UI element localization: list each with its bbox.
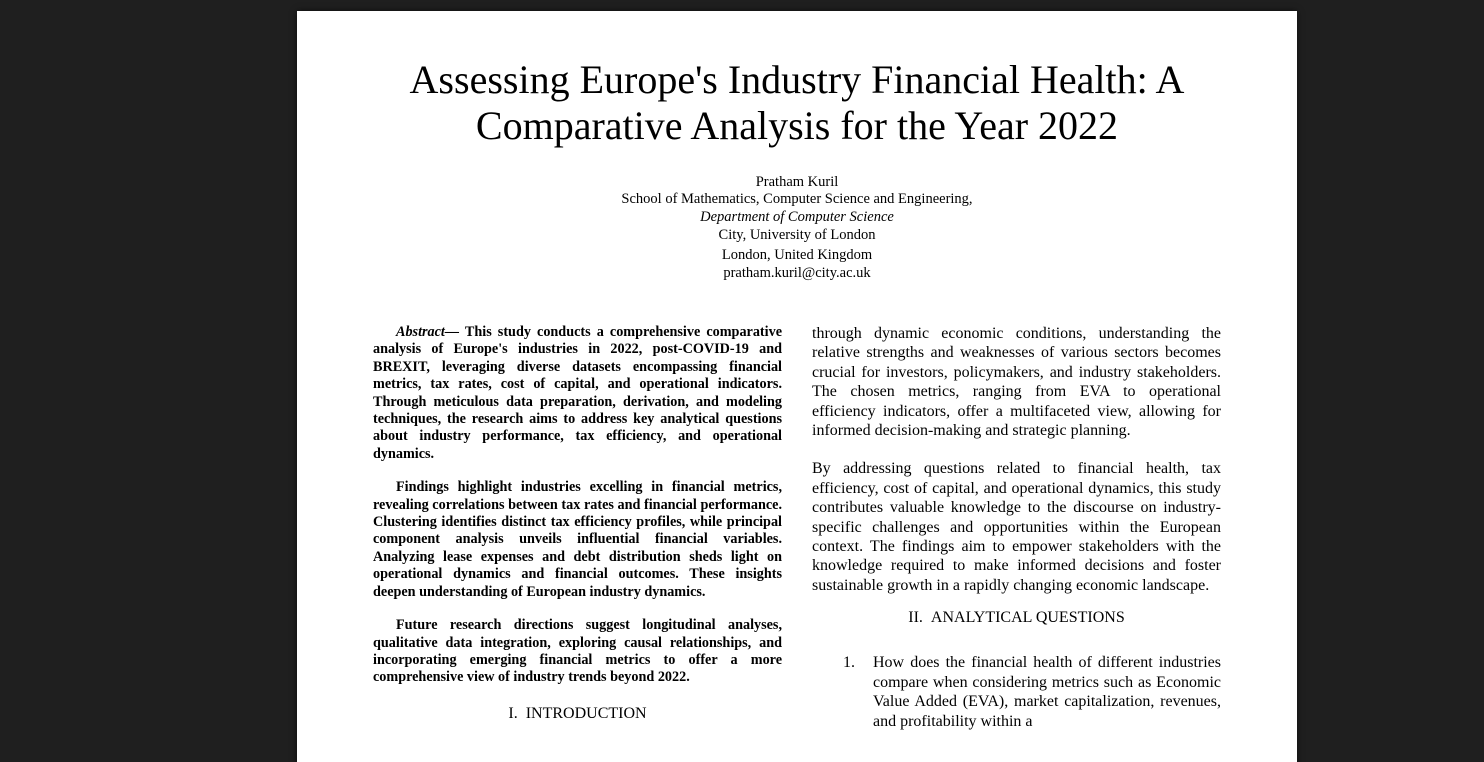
section-number: II. (908, 609, 923, 627)
section-heading-introduction (373, 704, 782, 724)
question-number: 1. (843, 654, 855, 672)
question-text: How does the financial health of different industries compare when considering metrics such as Economic Value Added (EVA), market capitalization, revenues, and profitability within a (873, 654, 1221, 731)
author-name: Pratham Kuril (755, 174, 839, 190)
abstract-label: Abstract— (396, 324, 460, 340)
abstract-paragraph-1 (373, 324, 782, 463)
paper-title (297, 57, 1297, 149)
author-university: City, University of London (718, 227, 876, 243)
left-column (373, 324, 782, 724)
intro-paragraph-1: through dynamic economic conditions, understanding the relative strengths and weaknesses of various sectors becomes crucial for investors, policymakers, and industry stakeholders. The chosen metrics, ranging from EVA to operational efficiency indicators, offer a multifaceted view, allowing for informed decision-making and strategic planning. (812, 325, 1221, 440)
section-heading-analytical-questions (812, 608, 1221, 628)
author-location: London, United Kingdom (721, 247, 873, 263)
document-page (297, 11, 1297, 762)
author-school: School of Mathematics, Computer Science and Engineering, (621, 191, 973, 207)
analytical-questions-list (812, 653, 1221, 731)
intro-paragraph-2: By addressing questions related to financial health, tax efficiency, cost of capital, and operational dynamics, this study contributes valuable knowledge to the discourse on industry-specific challenges and opportunities within the European context. The findings aim to empower stakeholders with the knowledge required to make informed decisions and foster sustainable growth in a rapidly changing economic landscape. (812, 460, 1221, 594)
author-block (297, 173, 1297, 282)
abstract-paragraph-3: Future research directions suggest longitudinal analyses, qualitative data integration, exploring causal relationships, and incorporating emerging financial metrics to offer a more comprehensive view of industry trends beyond 2022. (373, 617, 782, 686)
right-column (812, 324, 1221, 732)
abstract-text-1: This study conducts a comprehensive comparative analysis of Europe's industries in 2022, post-COVID-19 and BREXIT, leveraging diverse datasets encompassing financial metrics, tax rates, cost of capital, and operational indicators. Through meticulous data preparation, derivation, and modeling techniques, the research aims to address key analytical questions about industry performance, tax efficiency, and operational dynamics. (373, 324, 782, 462)
author-department: Department of Computer Science (700, 209, 894, 225)
section-title: ANALYTICAL QUESTIONS (930, 609, 1125, 627)
paper-title-line-1: Assessing Europe's Industry Financial Health: A (409, 57, 1185, 102)
paper-title-line-2: Comparative Analysis for the Year 2022 (475, 103, 1119, 148)
section-title: INTRODUCTION (525, 704, 647, 722)
list-item (812, 653, 1221, 731)
abstract-paragraph-2: Findings highlight industries excelling in financial metrics, revealing correlations between tax rates and financial performance. Clustering identifies distinct tax efficiency profiles, while principal component analysis unveils influential financial variables. Analyzing lease expenses and debt distribution sheds light on operational dynamics and financial outcomes. These insights deepen understanding of European industry dynamics. (373, 479, 782, 600)
author-email: pratham.kuril@city.ac.uk (723, 265, 871, 281)
section-number: I. (508, 704, 518, 722)
